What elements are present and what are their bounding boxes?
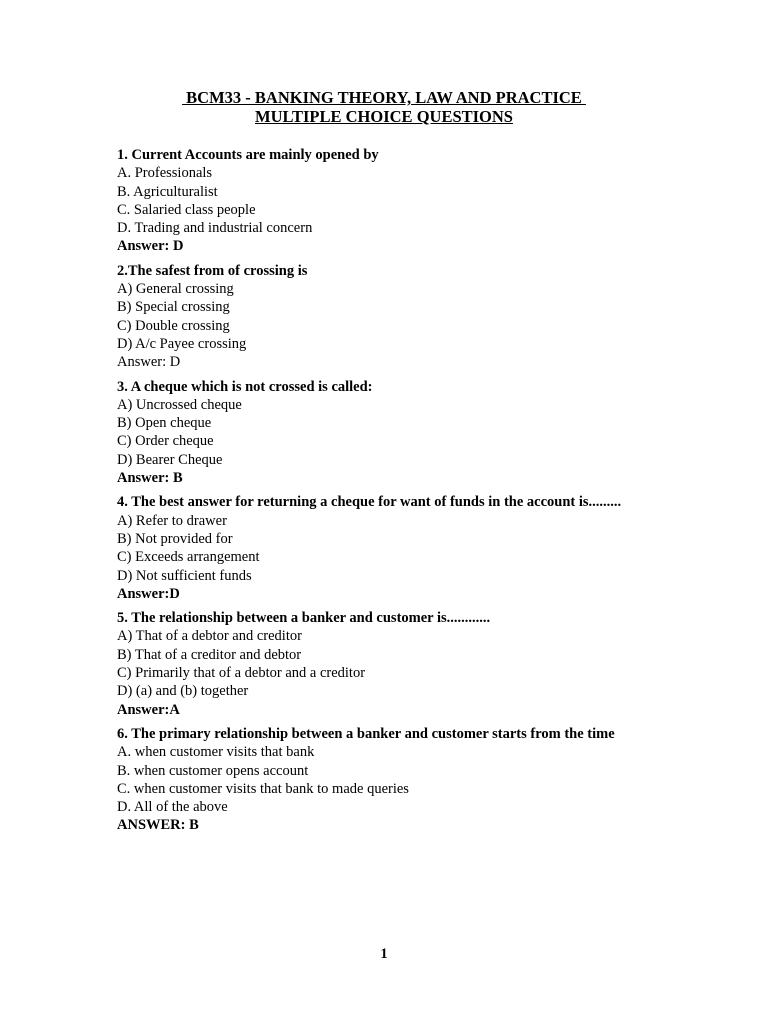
option-b: B. Agriculturalist — [117, 183, 218, 200]
option-a: A) That of a debtor and creditor — [117, 628, 302, 645]
option-d: D. All of the above — [117, 799, 228, 816]
answer: Answer: B — [117, 470, 183, 487]
option-c: C) Exceeds arrangement — [117, 549, 260, 566]
option-b: B) That of a creditor and debtor — [117, 646, 302, 663]
option-b: B) Not provided for — [117, 530, 233, 547]
title-line-1: BCM33 - BANKING THEORY, LAW AND PRACTICE — [182, 88, 586, 107]
answer: Answer:A — [117, 701, 180, 718]
question-text: 6. The primary relationship between a banker and customer starts from the time — [117, 725, 615, 742]
question-2 — [117, 262, 677, 372]
option-c: C. Salaried class people — [117, 201, 256, 218]
option-d: D) A/c Payee crossing — [117, 335, 247, 352]
option-b: B) Special crossing — [117, 299, 230, 316]
question-text: 5. The relationship between a banker and customer is............ — [117, 610, 491, 627]
option-c: C) Primarily that of a debtor and a creditor — [117, 665, 366, 682]
answer: ANSWER: B — [117, 817, 199, 834]
question-3 — [117, 378, 677, 488]
answer: Answer:D — [117, 585, 180, 602]
questions-list — [117, 146, 677, 841]
option-a: A) Refer to drawer — [117, 512, 227, 529]
answer: Answer: D — [117, 238, 184, 255]
answer: Answer: D — [117, 354, 181, 371]
option-d: D. Trading and industrial concern — [117, 220, 313, 237]
option-b: B. when customer opens account — [117, 762, 309, 779]
question-1 — [117, 146, 677, 256]
option-d: D) (a) and (b) together — [117, 683, 249, 700]
document-title — [0, 88, 768, 126]
option-b: B) Open cheque — [117, 415, 212, 432]
question-4 — [117, 493, 677, 603]
option-c: C) Order cheque — [117, 433, 214, 450]
question-text: 1. Current Accounts are mainly opened by — [117, 147, 379, 163]
question-text: 3. A cheque which is not crossed is called: — [117, 378, 373, 395]
option-a: A) General crossing — [117, 281, 234, 298]
option-c: C) Double crossing — [117, 317, 230, 334]
option-a: A. when customer visits that bank — [117, 744, 315, 761]
question-text: 4. The best answer for returning a cheque for want of funds in the account is......... — [117, 494, 622, 511]
question-5 — [117, 609, 677, 719]
question-6 — [117, 725, 677, 835]
option-a: A) Uncrossed cheque — [117, 396, 242, 413]
option-d: D) Not sufficient funds — [117, 567, 252, 584]
option-c: C. when customer visits that bank to made queries — [117, 780, 409, 797]
option-d: D) Bearer Cheque — [117, 451, 223, 468]
option-a: A. Professionals — [117, 165, 213, 182]
title-line-2: MULTIPLE CHOICE QUESTIONS — [255, 107, 513, 126]
question-text: 2.The safest from of crossing is — [117, 262, 308, 279]
page-number: 1 — [380, 946, 388, 962]
